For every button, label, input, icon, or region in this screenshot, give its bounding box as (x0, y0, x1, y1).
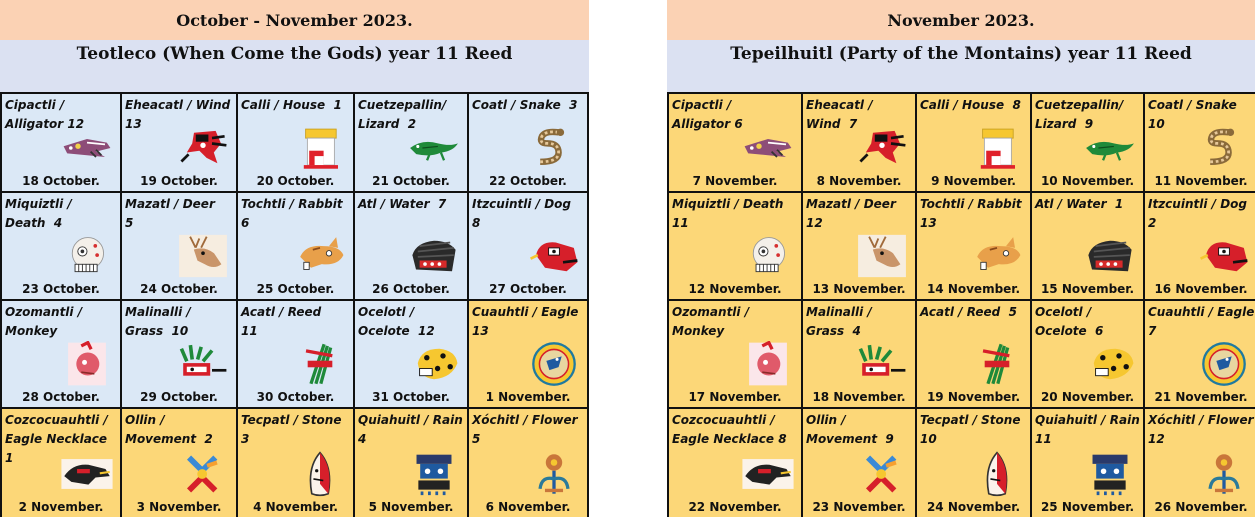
eagle-icon (1197, 341, 1251, 387)
wind-icon (855, 125, 909, 171)
day-date: 25 October. (256, 282, 335, 296)
day-date: 24 November. (926, 500, 1021, 514)
day-cell (122, 409, 238, 517)
day-date: 19 November. (926, 390, 1021, 404)
eagle-icon (527, 341, 581, 387)
day-date: 18 November. (812, 390, 906, 404)
day-sign-name: Cuauhtli / Eagle 7 (1148, 305, 1255, 338)
lizard-icon (1083, 125, 1137, 171)
day-grid (667, 92, 1255, 517)
water-icon (407, 233, 461, 279)
day-sign-name: Coatl / Snake 10 (1148, 98, 1237, 131)
day-cell (917, 193, 1032, 301)
day-date: 7 November. (692, 174, 778, 188)
day-cell (469, 301, 587, 409)
day-date: 12 November. (688, 282, 782, 296)
deer-icon (855, 233, 909, 279)
day-sign-name: Xóchitl / Flower 12 (1148, 413, 1254, 446)
month-title: Teotleco (When Come the Gods) year 11 Reed (0, 40, 589, 92)
day-date: 23 October. (22, 282, 100, 296)
eagle-necklace-icon (741, 451, 795, 497)
grass-icon (176, 341, 230, 387)
day-sign-name: Tochtli / Rabbit 13 (920, 197, 1022, 230)
day-cell (355, 409, 469, 517)
alligator-icon (60, 125, 114, 171)
monkey-icon (60, 341, 114, 387)
rabbit-icon (970, 233, 1024, 279)
day-cell (2, 193, 122, 301)
day-sign-name: Atl / Water 1 (1035, 197, 1124, 211)
day-cell (803, 94, 917, 193)
day-sign-name: Ocelotl / Ocelote 6 (1035, 305, 1104, 338)
day-sign-name: Cozcocuauhtli / Eagle Necklace 1 (5, 413, 108, 465)
day-sign-name: Tecpatl / Stone 10 (920, 413, 1021, 446)
day-date: 14 November. (926, 282, 1021, 296)
lizard-icon (407, 125, 461, 171)
day-sign-name: Itzcuintli / Dog 8 (472, 197, 571, 230)
day-date: 21 October. (372, 174, 450, 188)
day-sign-name: Ozomantli / Monkey (5, 305, 83, 338)
day-sign-name: Coatl / Snake 3 (472, 98, 578, 112)
day-date: 8 November. (816, 174, 902, 188)
day-date: 30 October. (256, 390, 335, 404)
day-cell (669, 301, 803, 409)
day-date: 15 November. (1040, 282, 1135, 296)
grass-icon (855, 341, 909, 387)
day-cell (917, 94, 1032, 193)
rain-icon (407, 451, 461, 497)
death-skull-icon (741, 233, 795, 279)
day-sign-name: Malinalli / Grass 10 (125, 305, 191, 338)
day-sign-name: Quiahuitl / Rain 4 (358, 413, 463, 446)
eagle-necklace-icon (60, 451, 114, 497)
day-sign-name: Quiahuitl / Rain 11 (1035, 413, 1140, 446)
water-icon (1083, 233, 1137, 279)
death-skull-icon (60, 233, 114, 279)
day-date: 26 November. (1154, 500, 1248, 514)
day-sign-name: Xóchitl / Flower 5 (472, 413, 578, 446)
day-cell (238, 193, 355, 301)
day-sign-name: Atl / Water 7 (358, 197, 447, 211)
day-date: 18 October. (22, 174, 100, 188)
dog-icon (1197, 233, 1251, 279)
snake-icon (527, 125, 581, 171)
day-sign-name: Miquiztli / Death 11 (672, 197, 784, 230)
day-date: 5 November. (368, 500, 454, 514)
day-cell (2, 94, 122, 193)
day-sign-name: Tecpatl / Stone 3 (241, 413, 342, 446)
flint-stone-icon (970, 451, 1024, 497)
flower-icon (527, 451, 581, 497)
day-date: 28 October. (22, 390, 100, 404)
day-date: 11 November. (1154, 174, 1248, 188)
day-cell (1145, 301, 1255, 409)
day-cell (917, 301, 1032, 409)
day-cell (803, 409, 917, 517)
day-cell (1145, 94, 1255, 193)
day-date: 27 October. (489, 282, 567, 296)
day-sign-name: Cuetzepallin/ Lizard 2 (358, 98, 447, 131)
day-cell (1032, 409, 1145, 517)
day-date: 4 November. (253, 500, 338, 514)
day-date: 3 November. (136, 500, 222, 514)
day-sign-name: Acatl / Reed 11 (241, 305, 322, 338)
day-date: 26 October. (372, 282, 450, 296)
day-cell (469, 94, 587, 193)
day-date: 6 November. (485, 500, 571, 514)
wind-icon (176, 125, 230, 171)
day-cell (238, 409, 355, 517)
day-cell (238, 301, 355, 409)
reed-icon (293, 341, 347, 387)
day-cell (1145, 409, 1255, 517)
day-cell (1032, 94, 1145, 193)
day-sign-name: Ozomantli / Monkey (672, 305, 750, 338)
movement-icon (855, 451, 909, 497)
day-cell (803, 193, 917, 301)
day-cell (1032, 193, 1145, 301)
day-sign-name: Tochtli / Rabbit 6 (241, 197, 343, 230)
day-date: 1 November. (485, 390, 571, 404)
day-cell (122, 301, 238, 409)
dog-icon (527, 233, 581, 279)
day-grid (0, 92, 589, 517)
day-cell (355, 301, 469, 409)
day-date: 24 October. (140, 282, 218, 296)
day-sign-name: Cipactli / Alligator 6 (672, 98, 743, 131)
day-cell (669, 94, 803, 193)
day-sign-name: Cuauhtli / Eagle 13 (472, 305, 579, 338)
month-header: October - November 2023. (0, 0, 589, 40)
day-date: 10 November. (1040, 174, 1135, 188)
day-sign-name: Mazatl / Deer 5 (125, 197, 215, 230)
snake-icon (1197, 125, 1251, 171)
day-date: 17 November. (688, 390, 782, 404)
day-cell (355, 193, 469, 301)
house-icon (970, 125, 1024, 171)
day-sign-name: Eheacatl / Wind 13 (125, 98, 231, 131)
day-cell (1145, 193, 1255, 301)
day-sign-name: Cipactli / Alligator 12 (5, 98, 85, 131)
day-cell (469, 193, 587, 301)
day-sign-name: Miquiztli / Death 4 (5, 197, 72, 230)
calendar-panel-november (667, 0, 1255, 517)
day-cell (669, 409, 803, 517)
day-cell (355, 94, 469, 193)
movement-icon (176, 451, 230, 497)
day-sign-name: Ollin / Movement 9 (806, 413, 894, 446)
day-sign-name: Ocelotl / Ocelote 12 (358, 305, 435, 338)
day-cell (1032, 301, 1145, 409)
ocelot-icon (407, 341, 461, 387)
monkey-icon (741, 341, 795, 387)
day-date: 16 November. (1154, 282, 1248, 296)
flower-icon (1197, 451, 1251, 497)
day-date: 2 November. (18, 500, 104, 514)
day-cell (469, 409, 587, 517)
day-sign-name: Eheacatl / Wind 7 (806, 98, 873, 131)
day-sign-name: Cozcocuauhtli / Eagle Necklace 8 (672, 413, 787, 446)
day-date: 29 October. (140, 390, 218, 404)
day-sign-name: Itzcuintli / Dog 2 (1148, 197, 1247, 230)
day-sign-name: Mazatl / Deer 12 (806, 197, 896, 230)
day-date: 20 November. (1040, 390, 1135, 404)
day-date: 19 October. (140, 174, 218, 188)
rabbit-icon (293, 233, 347, 279)
house-icon (293, 125, 347, 171)
day-sign-name: Calli / House 1 (241, 98, 342, 112)
day-sign-name: Malinalli / Grass 4 (806, 305, 872, 338)
day-date: 22 October. (489, 174, 567, 188)
day-cell (669, 193, 803, 301)
calendar-panel-october (0, 0, 589, 517)
day-date: 23 November. (812, 500, 906, 514)
flint-stone-icon (293, 451, 347, 497)
day-date: 20 October. (256, 174, 335, 188)
day-cell (238, 94, 355, 193)
rain-icon (1083, 451, 1137, 497)
day-cell (917, 409, 1032, 517)
alligator-icon (741, 125, 795, 171)
day-date: 13 November. (812, 282, 906, 296)
ocelot-icon (1083, 341, 1137, 387)
day-cell (122, 193, 238, 301)
day-sign-name: Ollin / Movement 2 (125, 413, 213, 446)
month-header: November 2023. (667, 0, 1255, 40)
day-date: 21 November. (1154, 390, 1248, 404)
day-cell (2, 409, 122, 517)
deer-icon (176, 233, 230, 279)
day-sign-name: Acatl / Reed 5 (920, 305, 1017, 319)
day-date: 31 October. (372, 390, 450, 404)
month-title: Tepeilhuitl (Party of the Montains) year 11 Reed (667, 40, 1255, 92)
reed-icon (970, 341, 1024, 387)
day-cell (2, 301, 122, 409)
day-cell (122, 94, 238, 193)
day-date: 25 November. (1040, 500, 1135, 514)
day-cell (803, 301, 917, 409)
day-sign-name: Calli / House 8 (920, 98, 1021, 112)
day-date: 22 November. (688, 500, 782, 514)
day-sign-name: Cuetzepallin/ Lizard 9 (1035, 98, 1124, 131)
day-date: 9 November. (931, 174, 1016, 188)
